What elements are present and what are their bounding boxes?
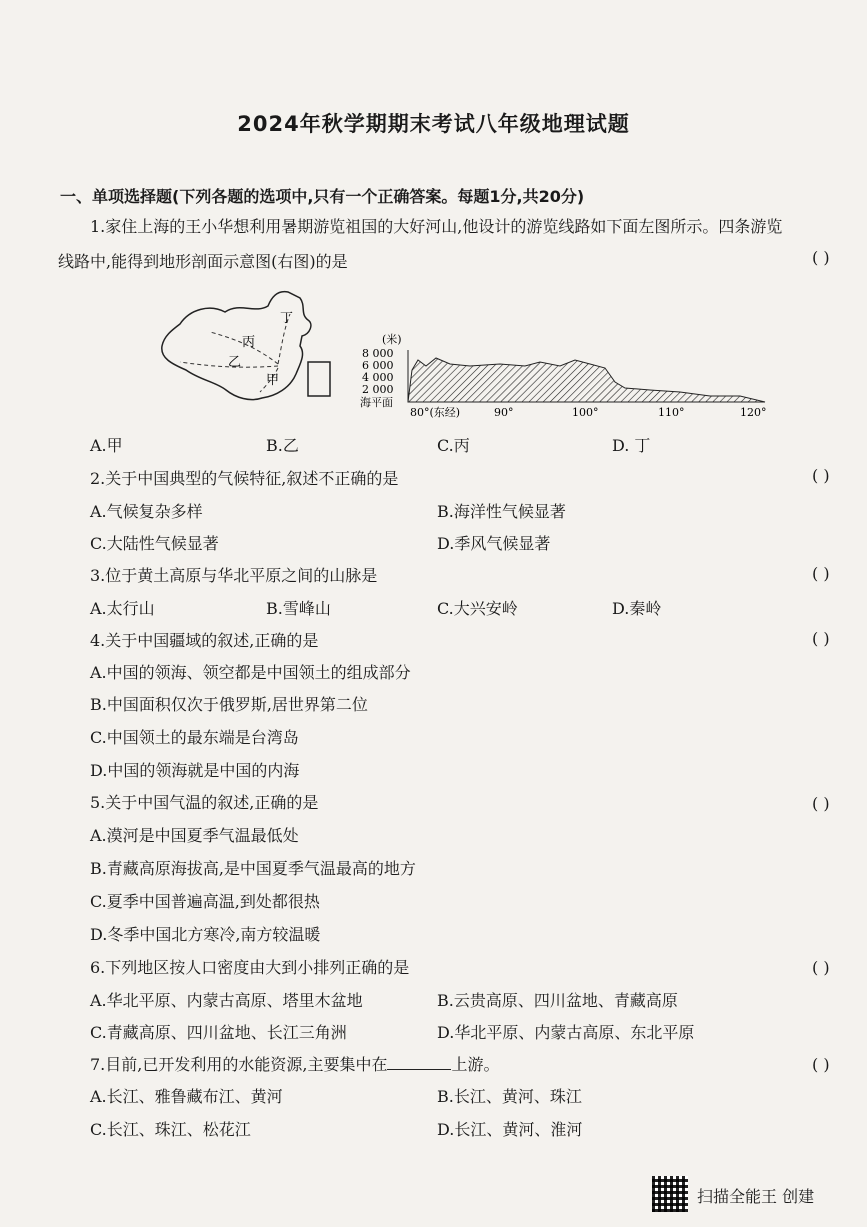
q6-option-a[interactable]: A.华北平原、内蒙古高原、塔里木盆地 xyxy=(90,991,363,1010)
q1-option-b[interactable]: B.乙 xyxy=(266,436,299,455)
q2-option-d[interactable]: D.季风气候显著 xyxy=(437,534,551,553)
q3-option-d[interactable]: D.秦岭 xyxy=(612,599,662,618)
answer-bracket: ( ) xyxy=(812,958,830,977)
answer-blank xyxy=(387,1055,451,1070)
china-route-map xyxy=(150,284,345,414)
answer-bracket: ( ) xyxy=(812,564,830,583)
map-label-ding: 丁 xyxy=(280,311,294,326)
south-sea-inset xyxy=(308,362,330,396)
profile-y-tick: 海平面 xyxy=(360,396,393,409)
q6-option-b[interactable]: B.云贵高原、四川盆地、青藏高原 xyxy=(437,991,678,1010)
q4-option-b[interactable]: B.中国面积仅次于俄罗斯,居世界第二位 xyxy=(90,695,368,714)
terrain-area xyxy=(408,358,765,402)
profile-y-unit: (米) xyxy=(382,333,402,346)
profile-x-tick: 80°(东经) xyxy=(410,406,461,419)
q5-option-c[interactable]: C.夏季中国普遍高温,到处都很热 xyxy=(90,892,320,911)
q2-option-a[interactable]: A.气候复杂多样 xyxy=(90,502,203,521)
q4-option-d[interactable]: D.中国的领海就是中国的内海 xyxy=(90,761,300,780)
q1-option-d[interactable]: D. 丁 xyxy=(612,436,651,455)
qr-code-icon xyxy=(652,1176,688,1212)
question-2-stem: 2.关于中国典型的气候特征,叙述不正确的是 xyxy=(90,469,399,488)
q1-option-c[interactable]: C.丙 xyxy=(437,436,470,455)
question-7-stem-start: 7.目前,已开发利用的水能资源,主要集中在 xyxy=(90,1055,388,1074)
profile-x-tick: 100° xyxy=(572,406,599,419)
answer-bracket: ( ) xyxy=(812,466,830,485)
q3-option-c[interactable]: C.大兴安岭 xyxy=(437,599,518,618)
question-3-stem: 3.位于黄土高原与华北平原之间的山脉是 xyxy=(90,566,378,585)
q7-option-a[interactable]: A.长江、雅鲁藏布江、黄河 xyxy=(90,1087,283,1106)
question-1-stem-line2: 线路中,能得到地形剖面示意图(右图)的是 xyxy=(58,252,348,271)
q1-option-a[interactable]: A.甲 xyxy=(90,436,123,455)
answer-bracket: ( ) xyxy=(812,629,830,648)
q5-option-a[interactable]: A.漠河是中国夏季气温最低处 xyxy=(90,826,299,845)
question-7-stem-end: 上游。 xyxy=(451,1055,500,1074)
question-5-stem: 5.关于中国气温的叙述,正确的是 xyxy=(90,793,319,812)
terrain-profile-chart xyxy=(360,330,770,420)
q6-option-c[interactable]: C.青藏高原、四川盆地、长江三角洲 xyxy=(90,1023,347,1042)
page-title: 2024年秋学期期末考试八年级地理试题 xyxy=(237,112,630,136)
question-1-stem-line1: 1.家住上海的王小华想利用暑期游览祖国的大好河山,他设计的游览线路如下面左图所示。四条游览 xyxy=(90,217,783,236)
china-outline xyxy=(162,292,311,400)
profile-x-tick: 110° xyxy=(658,406,685,419)
q2-option-c[interactable]: C.大陆性气候显著 xyxy=(90,534,219,553)
question-7-stem xyxy=(90,1052,499,1075)
scanner-watermark: 扫描全能王 创建 xyxy=(697,1187,815,1206)
profile-y-tick: 4 000 xyxy=(362,371,394,384)
map-label-bing: 丙 xyxy=(242,335,256,350)
profile-y-tick: 2 000 xyxy=(362,383,394,396)
q4-option-a[interactable]: A.中国的领海、领空都是中国领土的组成部分 xyxy=(90,663,411,682)
profile-x-tick: 120° xyxy=(740,406,767,419)
q7-option-d[interactable]: D.长江、黄河、淮河 xyxy=(437,1120,583,1139)
q6-option-d[interactable]: D.华北平原、内蒙古高原、东北平原 xyxy=(437,1023,695,1042)
q7-option-b[interactable]: B.长江、黄河、珠江 xyxy=(437,1087,582,1106)
answer-bracket: ( ) xyxy=(812,248,830,267)
answer-bracket: ( ) xyxy=(812,1055,830,1074)
q3-option-b[interactable]: B.雪峰山 xyxy=(266,599,331,618)
profile-x-tick: 90° xyxy=(494,406,514,419)
q2-option-b[interactable]: B.海洋性气候显著 xyxy=(437,502,566,521)
profile-y-tick: 6 000 xyxy=(362,359,394,372)
map-label-yi: 乙 xyxy=(228,355,242,370)
question-6-stem: 6.下列地区按人口密度由大到小排列正确的是 xyxy=(90,958,410,977)
map-label-jia: 甲 xyxy=(266,373,280,388)
question-4-stem: 4.关于中国疆域的叙述,正确的是 xyxy=(90,631,319,650)
profile-y-tick: 8 000 xyxy=(362,347,394,360)
q3-option-a[interactable]: A.太行山 xyxy=(90,599,155,618)
section-heading: 一、单项选择题(下列各题的选项中,只有一个正确答案。每题1分,共20分) xyxy=(60,187,585,206)
q4-option-c[interactable]: C.中国领土的最东端是台湾岛 xyxy=(90,728,299,747)
answer-bracket: ( ) xyxy=(812,794,830,813)
q7-option-c[interactable]: C.长江、珠江、松花江 xyxy=(90,1120,251,1139)
q5-option-b[interactable]: B.青藏高原海拔高,是中国夏季气温最高的地方 xyxy=(90,859,416,878)
q5-option-d[interactable]: D.冬季中国北方寒冷,南方较温暖 xyxy=(90,925,321,944)
